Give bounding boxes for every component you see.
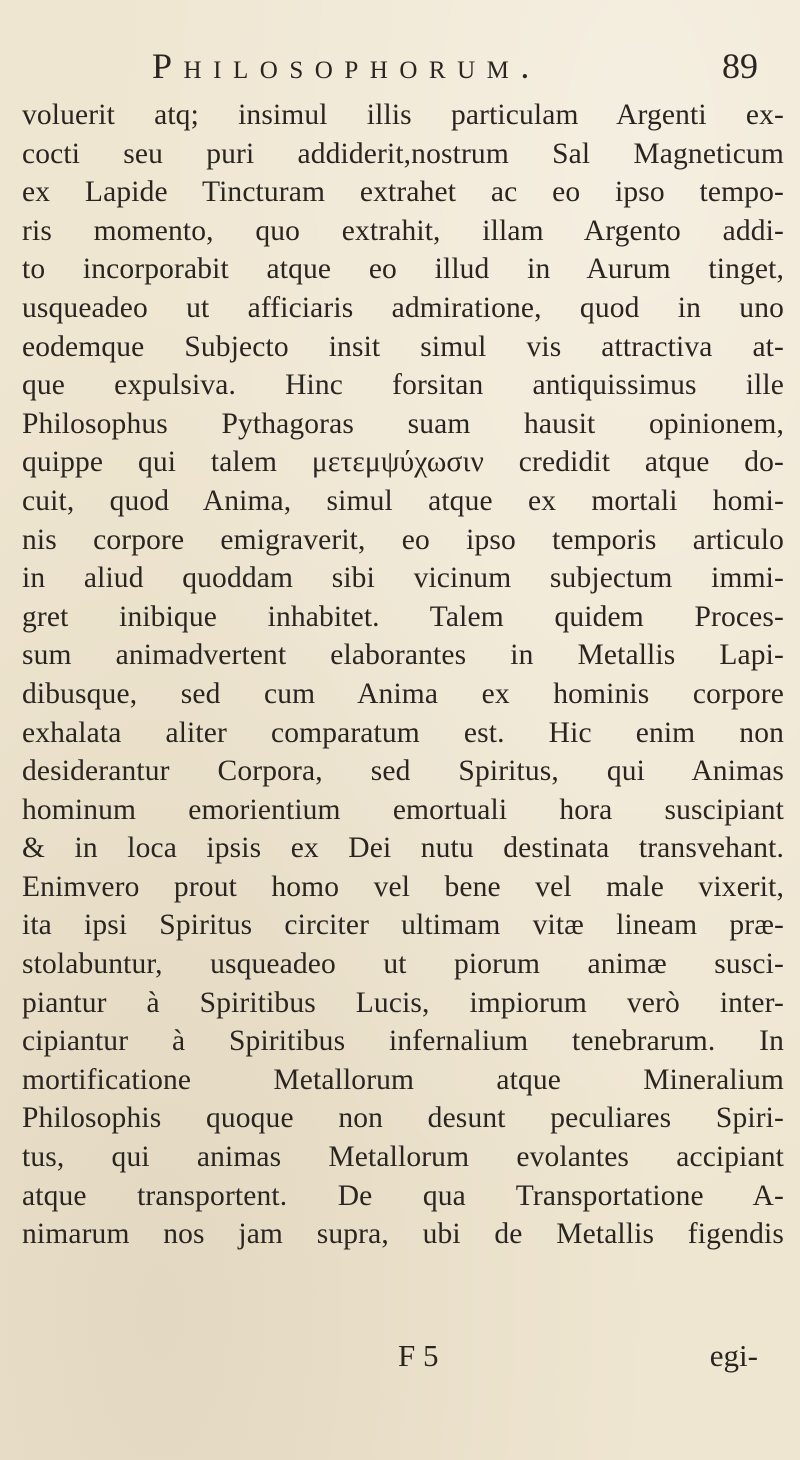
text-line: hominum emorientium emortuali hora suscipiant	[22, 793, 784, 826]
text-line: sum animadvertent elaborantes in Metallis Lapi-	[22, 639, 784, 672]
text-line: desiderantur Corpora, sed Spiritus, qui Animas	[22, 755, 784, 788]
text-line: nis corpore emigraverit, eo ipso temporis articulo	[22, 523, 784, 556]
body-text	[22, 96, 784, 1254]
text-line: Enimvero prout homo vel bene vel male vixerit,	[22, 870, 784, 903]
text-line: & in loca ipsis ex Dei nutu destinata transvehant.	[22, 832, 784, 865]
text-line: gret inibique inhabitet. Talem quidem Proces-	[22, 600, 784, 633]
text-line: atque transportent. De qua Transportatione A-	[22, 1179, 784, 1212]
text-line: exhalata aliter comparatum est. Hic enim non	[22, 716, 784, 749]
text-line: ris momento, quo extrahit, illam Argento addi-	[22, 214, 784, 247]
text-line: mortificatione Metallorum atque Mineralium	[22, 1063, 784, 1096]
text-line: usqueadeo ut afficiaris admiratione, quod in uno	[22, 291, 784, 324]
text-line: piantur à Spiritibus Lucis, impiorum verò inter-	[22, 986, 784, 1019]
text-line: to incorporabit atque eo illud in Aurum tinget,	[22, 253, 784, 286]
text-line: cuit, quod Anima, simul atque ex mortali homi-	[22, 484, 784, 517]
page-footer	[0, 1336, 800, 1380]
text-line: tus, qui animas Metallorum evolantes accipiant	[22, 1141, 784, 1174]
text-line: Philosophus Pythagoras suam hausit opinionem,	[22, 407, 784, 440]
text-line: Philosophis quoque non desunt peculiares Spiri-	[22, 1102, 784, 1135]
text-line: eodemque Subjecto insit simul vis attractiva at-	[22, 330, 784, 363]
text-line: que expulsiva. Hinc forsitan antiquissimus ille	[22, 369, 784, 402]
text-line: cocti seu puri addiderit,nostrum Sal Magneticum	[22, 137, 784, 170]
text-line: in aliud quoddam sibi vicinum subjectum immi-	[22, 562, 784, 595]
text-line: ita ipsi Spiritus circiter ultimam vitæ lineam præ-	[22, 909, 784, 942]
text-line: dibusque, sed cum Anima ex hominis corpore	[22, 677, 784, 710]
text-line: quippe qui talem μετεμψύχωσιν credidit atque do-	[22, 446, 784, 479]
text-line: cipiantur à Spiritibus infernalium tenebrarum. In	[22, 1025, 784, 1058]
text-line: ex Lapide Tincturam extrahet ac eo ipso tempo-	[22, 176, 784, 209]
page-number: 89	[722, 46, 758, 86]
page-header	[0, 44, 800, 94]
text-line: stolabuntur, usqueadeo ut piorum animæ susci-	[22, 948, 784, 981]
text-line: nimarum nos jam supra, ubi de Metallis figendis	[22, 1218, 784, 1251]
signature-mark: F 5	[398, 1338, 439, 1373]
text-line: voluerit atq; insimul illis particulam Argenti ex-	[22, 99, 784, 131]
catchword: egi-	[709, 1338, 758, 1373]
running-title: Philosophorum.	[152, 46, 541, 86]
